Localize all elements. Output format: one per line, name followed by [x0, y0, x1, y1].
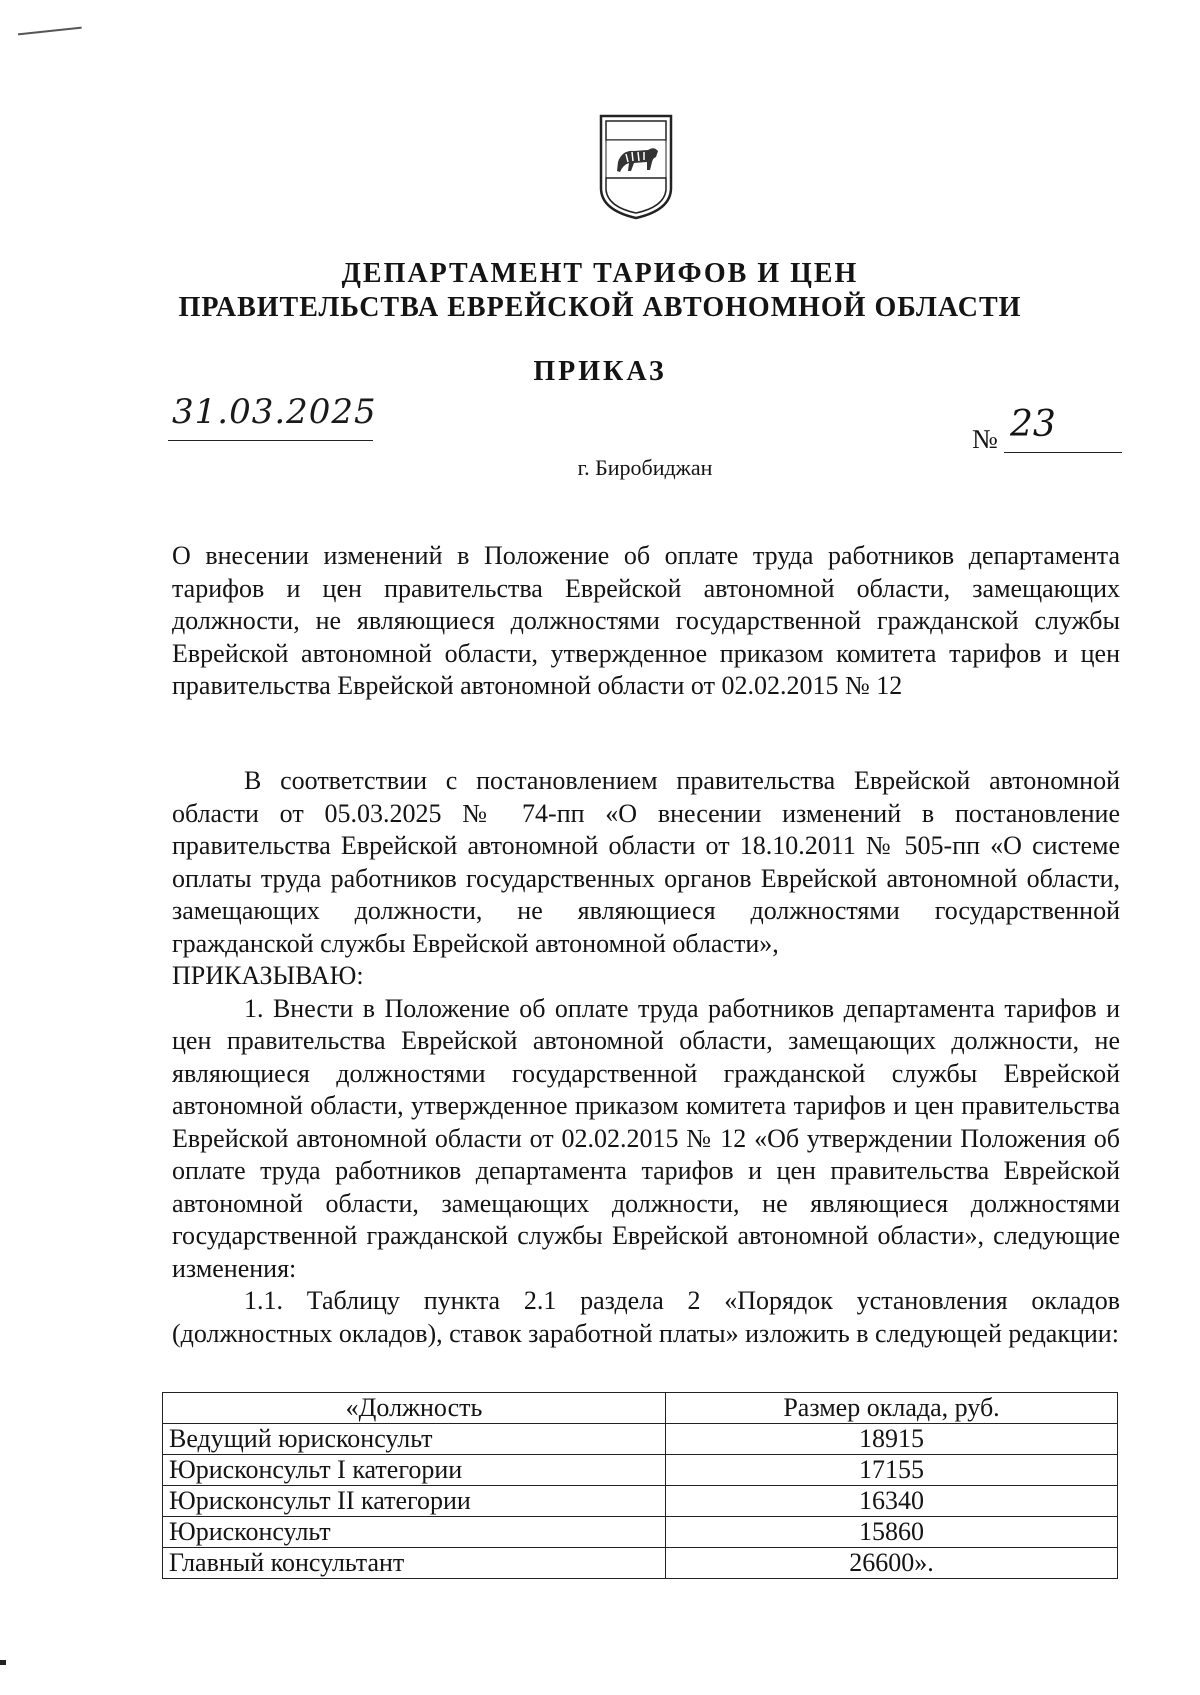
- handwritten-date: 31.03.2025: [172, 392, 377, 432]
- salary-cell: 17155: [666, 1455, 1118, 1486]
- handwritten-number: 23: [1010, 404, 1056, 445]
- order-subject: [172, 540, 1120, 703]
- order-word: ПРИКАЗЫВАЮ:: [172, 961, 364, 990]
- department-title-line2: ПРАВИТЕЛЬСТВА ЕВРЕЙСКОЙ АВТОНОМНОЙ ОБЛАСТИ: [178, 292, 1022, 323]
- header-position: «Должность: [163, 1393, 666, 1424]
- subject-text: О внесении изменений в Положение об оплате труда работников департамента тарифов и цен правительства Еврейской автономной области, замещающих должности, не являющиеся должностями государственной гражданской службы Еврейской автономной области, утвержденное приказом комитета тарифов и цен правительства Еврейской автономной области от 02.02.2015 № 12: [172, 541, 1120, 700]
- number-label: №: [972, 424, 998, 454]
- table-row: [163, 1548, 1118, 1579]
- salary-cell: 26600».: [666, 1548, 1118, 1579]
- salary-cell: 15860: [666, 1517, 1118, 1548]
- position-cell: Юрисконсульт: [163, 1517, 666, 1548]
- position-cell: Ведущий юрисконсульт: [163, 1424, 666, 1455]
- city-name: г. Биробиджан: [577, 455, 713, 480]
- department-title-line1: ДЕПАРТАМЕНТ ТАРИФОВ И ЦЕН: [341, 258, 859, 289]
- item-1-paragraph: 1. Внести в Положение об оплате труда работников департамента тарифов и цен правительства Еврейской автономной области, замещающих должности, не являющиеся должностями государственной гражданской службы Еврейской автономной области, утвержденное приказом комитета тарифов и цен правительства Еврейской автономной области от 02.02.2015 № 12 «Об утверждении Положения об оплате труда работников департамента тарифов и цен правительства Еврейской автономной области, замещающих должности, не являющиеся должностями государственной гражданской службы Еврейской автономной области», следующие изменения:: [172, 993, 1120, 1283]
- position-cell: Юрисконсульт I категории: [163, 1455, 666, 1486]
- scan-artifact-mark: [18, 27, 82, 40]
- table-row: [163, 1424, 1118, 1455]
- table-row: [163, 1455, 1118, 1486]
- table-header-row: [163, 1393, 1118, 1424]
- salary-cell: 18915: [666, 1424, 1118, 1455]
- table-row: [163, 1486, 1118, 1517]
- position-cell: Главный консультант: [163, 1548, 666, 1579]
- salary-cell: 16340: [666, 1486, 1118, 1517]
- order-body: [172, 765, 1120, 1350]
- table-row: [163, 1517, 1118, 1548]
- date-underline: [168, 440, 373, 441]
- document-type-title: ПРИКАЗ: [533, 356, 667, 387]
- item-1-1-paragraph: 1.1. Таблицу пункта 2.1 раздела 2 «Порядок установления окладов (должностных окладов), ставок заработной платы» изложить в следующей редакции:: [172, 1286, 1120, 1348]
- preamble-paragraph: В соответствии с постановлением правительства Еврейской автономной области от 05.03.2025 № 74-пп «О внесении изменений в постановление правительства Еврейской автономной области от 18.10.2011 № 505-пп «О системе оплаты труда работников государственных органов Еврейской автономной области, замещающих должности, не являющиеся должностями государственной гражданской службы Еврейской автономной области»,: [172, 766, 1120, 958]
- header-salary: Размер оклада, руб.: [666, 1393, 1118, 1424]
- number-underline: [1004, 452, 1122, 453]
- scan-artifact-dot: [0, 1660, 6, 1665]
- salary-table: [162, 1392, 1118, 1579]
- coat-of-arms-icon: [598, 110, 674, 222]
- position-cell: Юрисконсульт II категории: [163, 1486, 666, 1517]
